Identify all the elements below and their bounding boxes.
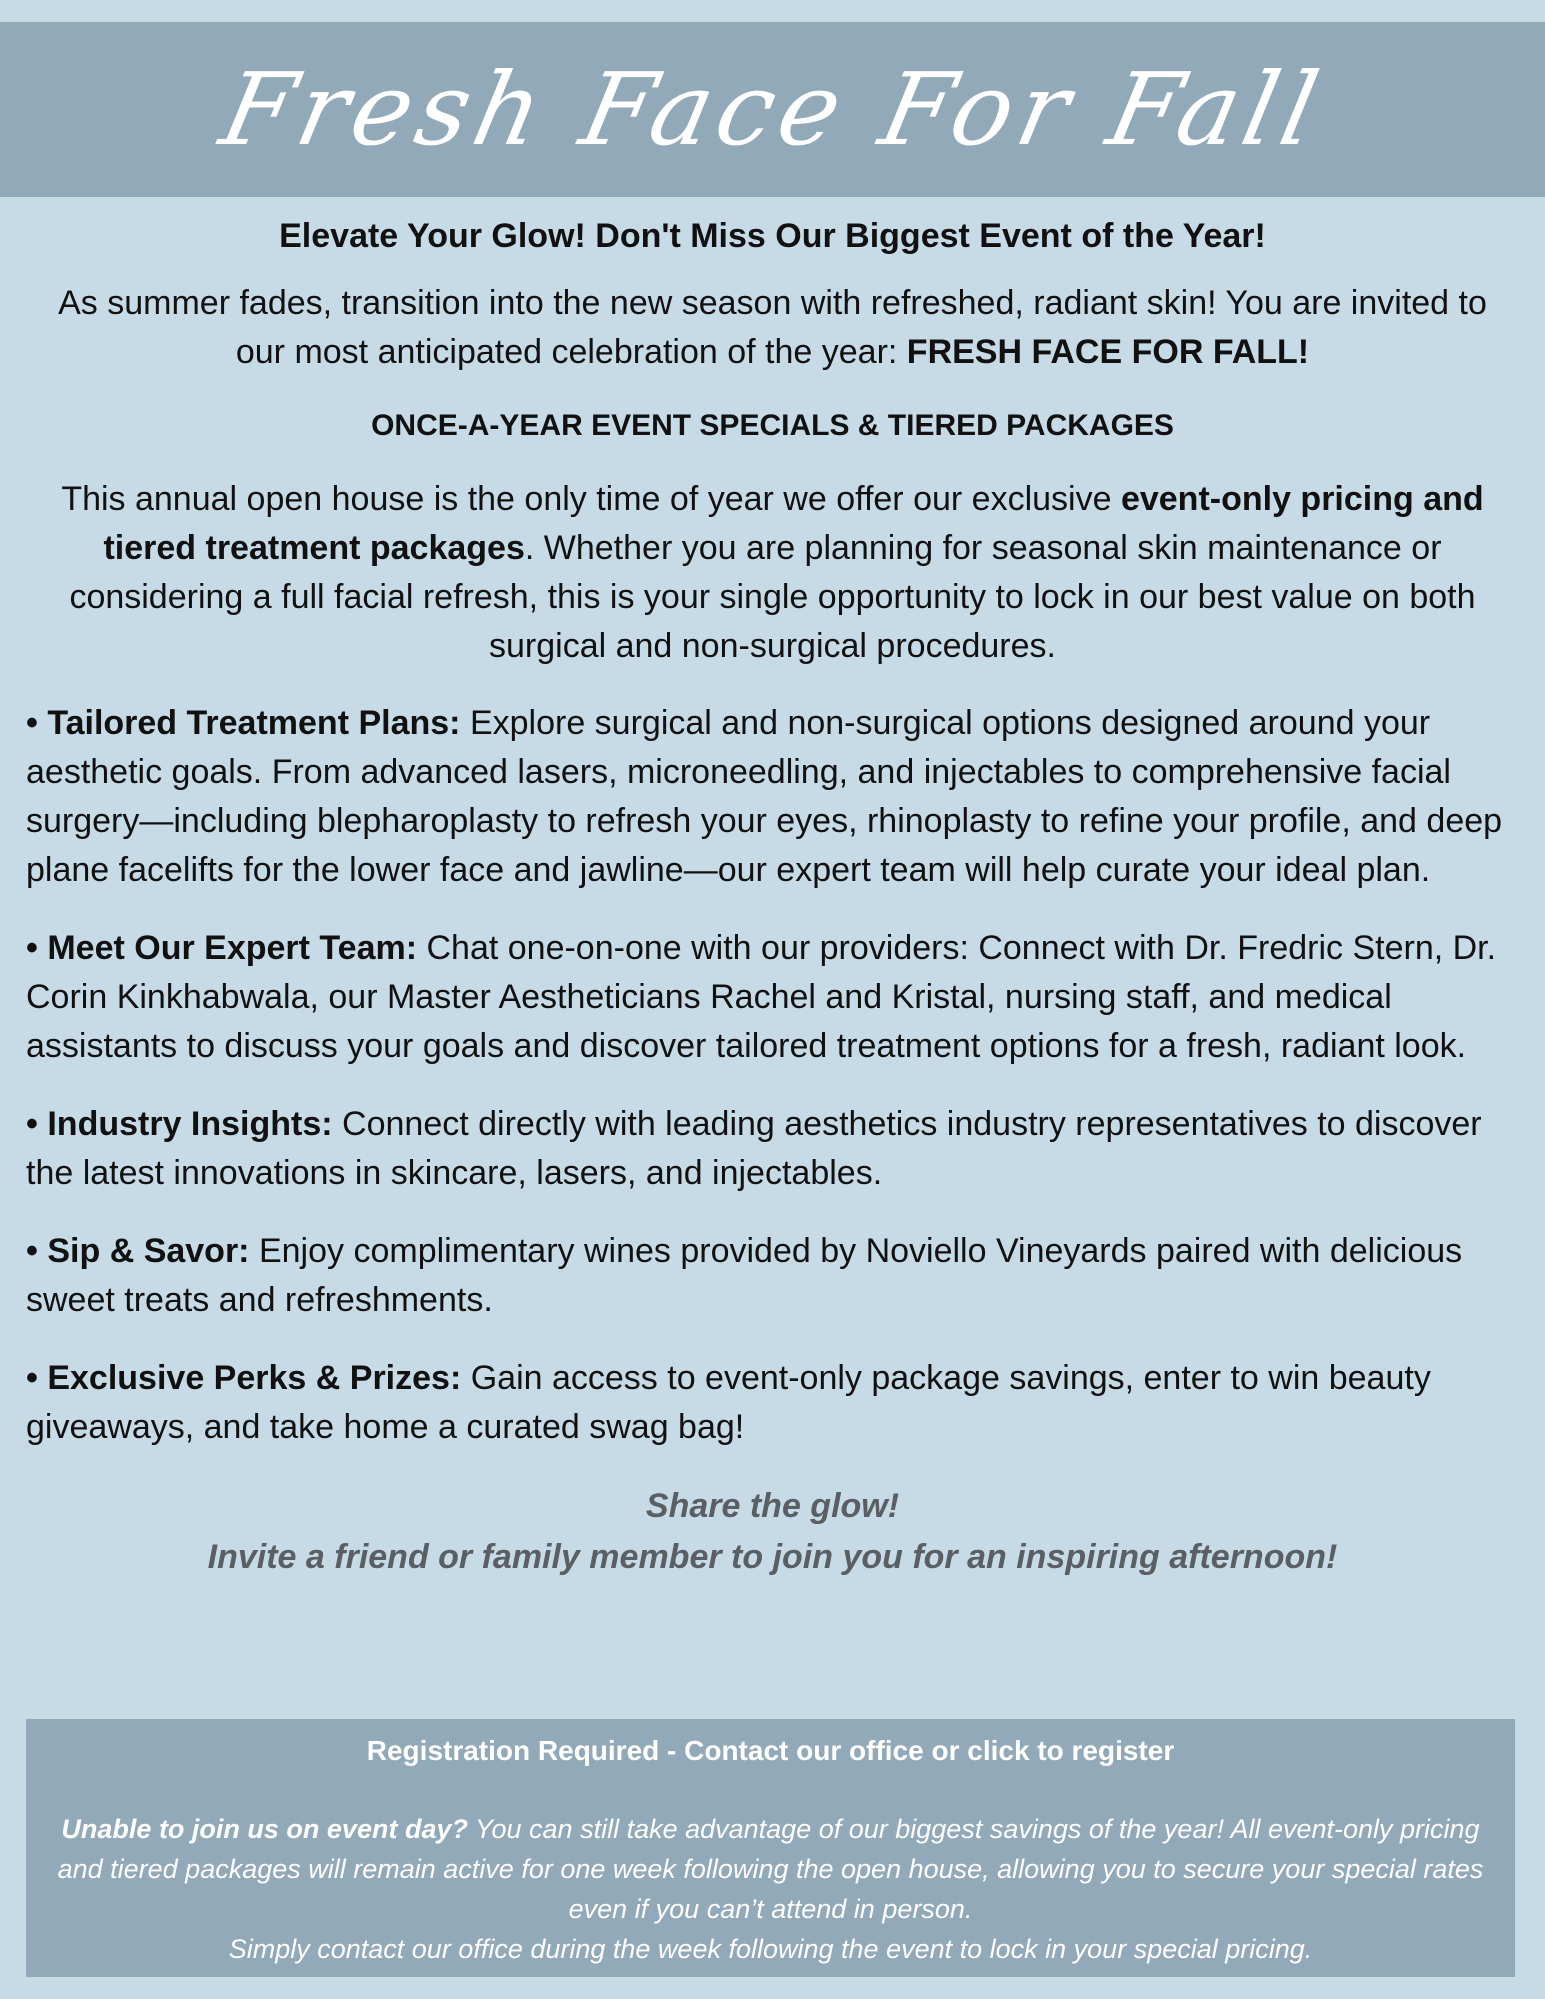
share-callout	[26, 1481, 1519, 1583]
bullet-label: • Meet Our Expert Team:	[26, 929, 418, 967]
list-item	[26, 1354, 1519, 1452]
description-emphasis: event-only pricing and tiered treatment packages	[103, 480, 1484, 567]
bullet-label: • Industry Insights:	[26, 1105, 333, 1143]
share-line-2: Invite a friend or family member to join you for an inspiring afternoon!	[207, 1538, 1338, 1576]
list-item	[26, 924, 1519, 1071]
bullet-text: Gain access to event-only package savings, enter to win beauty giveaways, and take home a curated swag bag!	[26, 1359, 1431, 1446]
registration-body: You can still take advantage of our biggest savings of the year! All event-only pricing and tiered packages will remain active for one week following the open house, allowing you to secure your special rates even if you can’t attend in person.	[57, 1814, 1484, 1924]
bullet-text: Enjoy complimentary wines provided by Noviello Vineyards paired with delicious sweet treats and refreshments.	[26, 1232, 1463, 1319]
registration-question: Unable to join us on event day?	[61, 1814, 468, 1844]
bullet-text: Chat one-on-one with our providers: Connect with Dr. Fredric Stern, Dr. Corin Kinkhabwala, our Master Aestheticians Rachel and Kristal, nursing staff, and medical assistants to discuss your goals and discover tailored treatment options for a fresh, radiant look.	[26, 929, 1497, 1065]
registration-closing: Simply contact our office during the week following the event to lock in your special pricing.	[228, 1934, 1313, 1964]
share-line-1: Share the glow!	[645, 1487, 900, 1525]
registration-text	[38, 1809, 1503, 1969]
feature-list	[26, 699, 1519, 1452]
intro-emphasis: FRESH FACE FOR FALL!	[906, 333, 1310, 371]
tagline: Elevate Your Glow! Don't Miss Our Biggest Event of the Year!	[279, 217, 1266, 255]
bullet-label: • Sip & Savor:	[26, 1232, 250, 1270]
registration-box[interactable]	[26, 1719, 1515, 1977]
description-before: This annual open house is the only time of year we offer our exclusive	[61, 480, 1121, 518]
specials-heading: ONCE-A-YEAR EVENT SPECIALS & TIERED PACKAGES	[371, 409, 1174, 442]
bullet-text: Connect directly with leading aesthetics industry representatives to discover the latest innovations in skincare, lasers, and injectables.	[26, 1105, 1482, 1192]
event-title: Fresh Face For Fall	[211, 50, 1334, 168]
description-after: . Whether you are planning for seasonal skin maintenance or considering a full facial refresh, this is your single opportunity to lock in our best value on both surgical and non-surgical procedures.	[69, 529, 1476, 665]
header-banner	[0, 22, 1545, 197]
main-content	[26, 205, 1519, 1583]
bullet-label: • Exclusive Perks & Prizes:	[26, 1359, 462, 1397]
intro-text: As summer fades, transition into the new season with refreshed, radiant skin! You are invited to our most anticipated celebration of the year:	[58, 284, 1487, 371]
register-link[interactable]: Registration Required - Contact our office or click to register	[366, 1735, 1175, 1766]
bullet-label: • Tailored Treatment Plans:	[26, 704, 461, 742]
list-item	[26, 699, 1519, 895]
intro-paragraph	[36, 279, 1509, 377]
description-paragraph	[36, 475, 1509, 671]
bullet-text: Explore surgical and non-surgical options designed around your aesthetic goals. From advanced lasers, microneedling, and injectables to comprehensive facial surgery—including blepharoplasty to refresh your eyes, rhinoplasty to refine your profile, and deep plane facelifts for the lower face and jawline—our expert team will help curate your ideal plan.	[26, 704, 1503, 889]
list-item	[26, 1100, 1519, 1198]
list-item	[26, 1227, 1519, 1325]
